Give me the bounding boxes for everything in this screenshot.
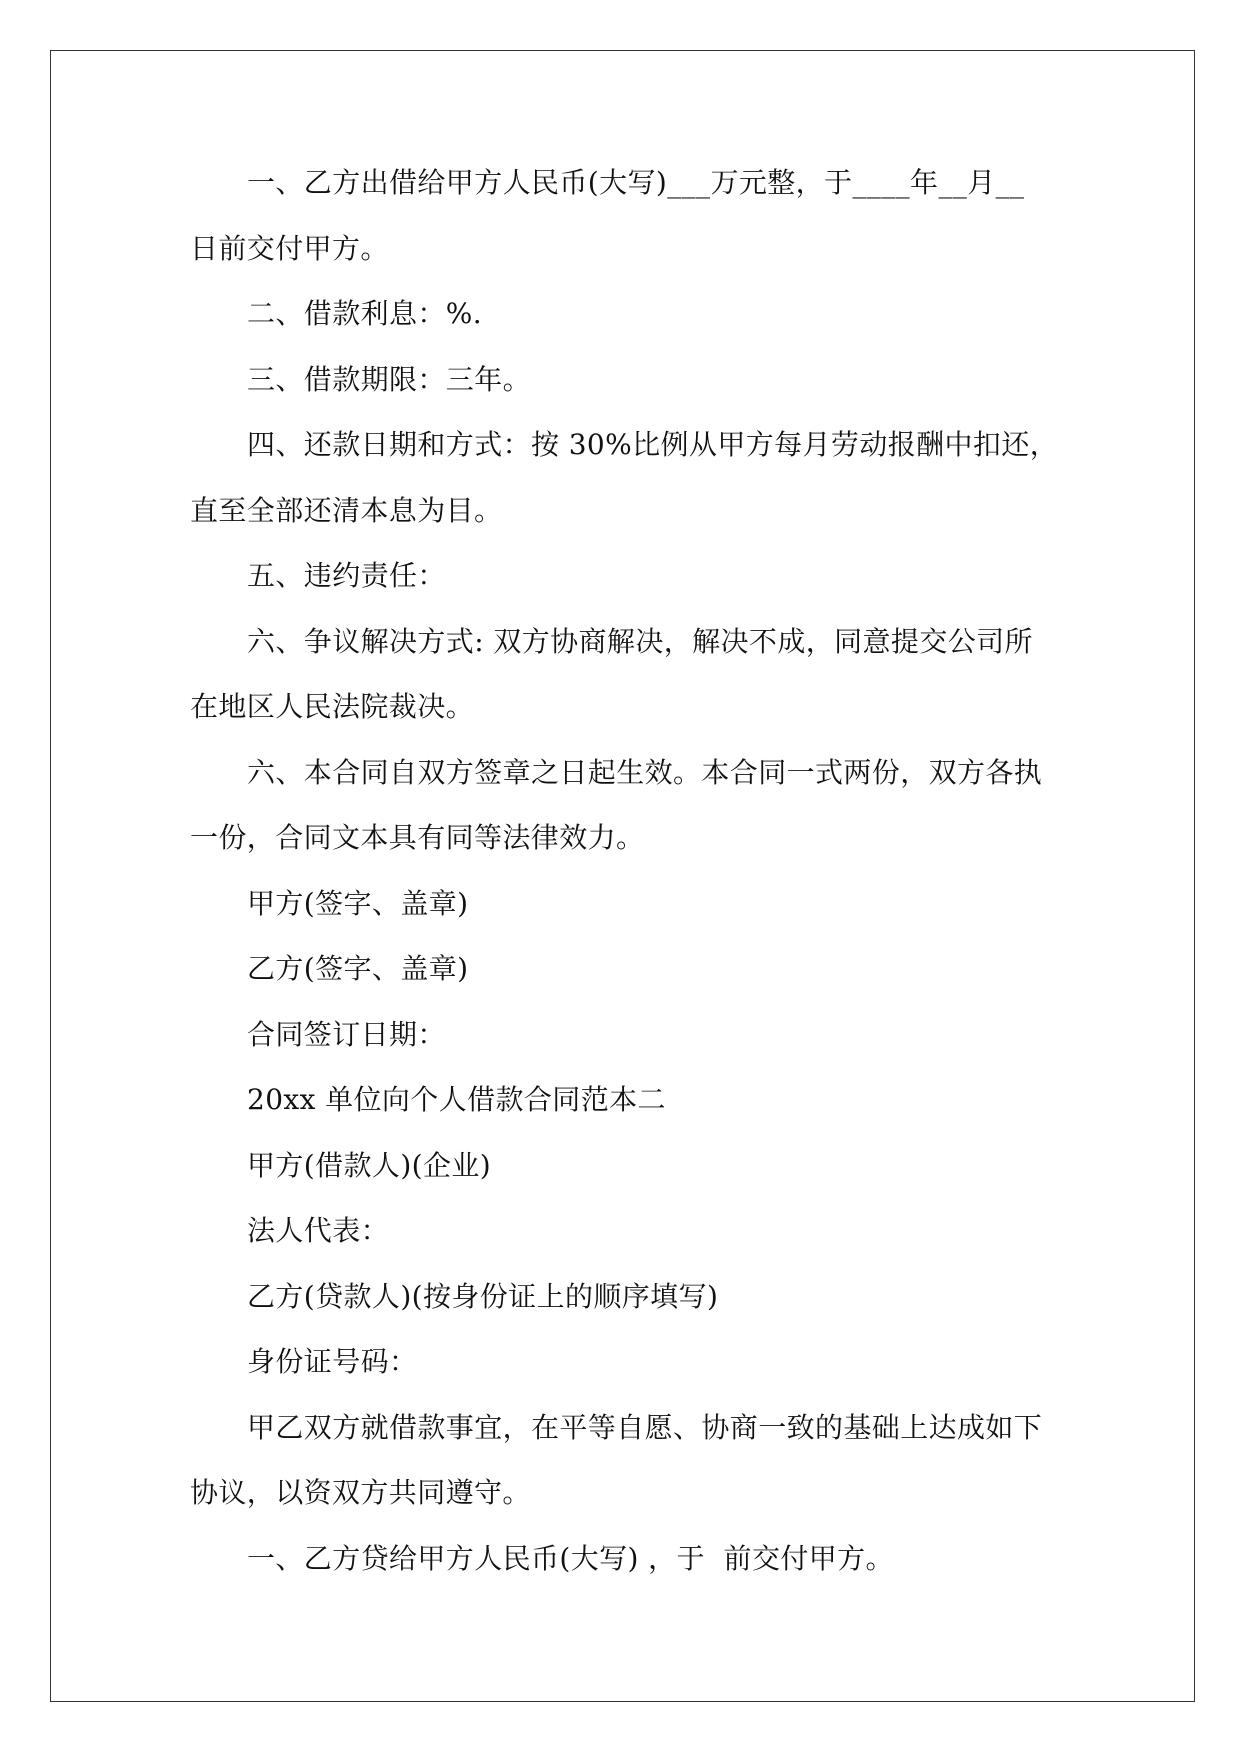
text-line: 合同签订日期： (247, 1017, 446, 1051)
text-line: 一、乙方贷给甲方人民币(大写) ，于 前交付甲方。 (247, 1541, 894, 1575)
text-line: 一、乙方出借给甲方人民币(大写)___万元整，于____年__月__ (247, 166, 1025, 199)
text-line: 20xx 单位向个人借款合同范本二 (247, 1083, 666, 1116)
text-line: 五、违约责任： (247, 559, 446, 592)
text-line: 六、本合同自双方签章之日起生效。本合同一式两份，双方各执 (247, 755, 1043, 789)
text-line: 直至全部还清本息为目。 (190, 493, 503, 527)
text-line: 三、借款期限：三年。 (247, 362, 532, 396)
text-line: 二、借款利息：%. (247, 297, 483, 330)
text-line: 法人代表： (247, 1214, 390, 1247)
text-line: 在地区人民法院裁决。 (190, 690, 475, 723)
text-line: 甲乙双方就借款事宜，在平等自愿、协商一致的基础上达成如下 (247, 1410, 1043, 1444)
text-line: 乙方(签字、盖章) (247, 952, 469, 985)
text-line: 乙方(贷款人)(按身份证上的顺序填写) (247, 1279, 719, 1313)
text-line: 一份，合同文本具有同等法律效力。 (190, 821, 645, 854)
text-line: 甲方(借款人)(企业) (247, 1148, 492, 1182)
text-line: 身份证号码： (247, 1345, 418, 1378)
text-line: 甲方(签字、盖章) (247, 886, 469, 920)
document-body (190, 150, 1060, 1591)
text-line: 协议，以资双方共同遵守。 (190, 1476, 531, 1509)
text-line: 日前交付甲方。 (190, 231, 389, 265)
text-line: 四、还款日期和方式：按 30%比例从甲方每月劳动报酬中扣还， (247, 428, 1059, 461)
text-line: 六、争议解决方式: 双方协商解决，解决不成，同意提交公司所 (247, 624, 1033, 658)
